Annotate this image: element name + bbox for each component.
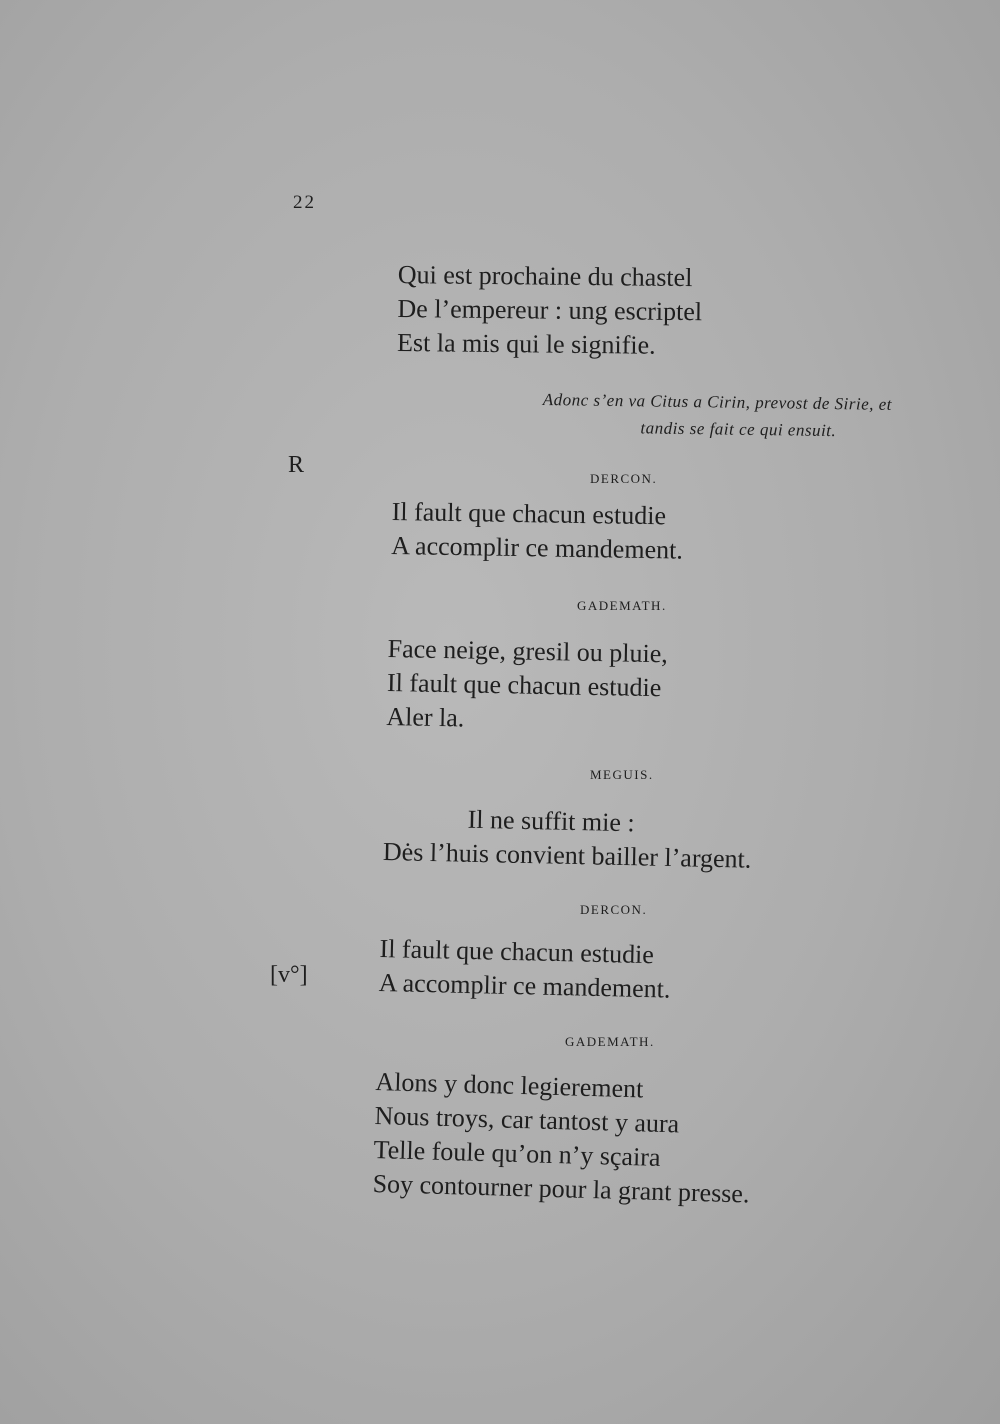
- verse-block: [383, 801, 753, 877]
- verse-line: Face neige, gresil ou pluie,: [387, 633, 669, 669]
- verse-line: Il fault que chacun estudie: [386, 667, 662, 703]
- verse-line: Telle foule qu’on n’y sçaira: [373, 1134, 661, 1172]
- stage-direction-line: tandis se fait ce qui ensuit.: [640, 418, 837, 441]
- margin-note-verso: [v°]: [270, 962, 308, 988]
- verse-line: Il fault que chacun estudie: [391, 496, 667, 531]
- speaker-name: GADEMATH.: [565, 1034, 655, 1049]
- verse-block: [397, 258, 703, 363]
- stage-direction: [542, 386, 892, 445]
- verse-line: Alons y donc legierement: [375, 1066, 644, 1104]
- stage-direction-line: Adonc s’en va Citus a Cirin, prevost de Sirie, et: [542, 389, 893, 414]
- verse-line: A accomplir ce mandement.: [390, 530, 684, 565]
- speaker-name: GADEMATH.: [577, 598, 667, 613]
- verse-line: Soy contourner pour la grant presse.: [372, 1168, 750, 1209]
- verse-line: Aler la.: [386, 701, 465, 733]
- verse-line: Qui est prochaine du chastel: [397, 259, 693, 293]
- verse-block: [372, 1065, 753, 1211]
- verse-line: Dės l’huis convient bailler l’argent.: [382, 836, 752, 874]
- verse-block: [386, 632, 668, 739]
- verse-line: De l’empereur : ung escriptel: [397, 293, 703, 327]
- verse-line: Est la mis qui le signifie.: [396, 327, 656, 360]
- page-number: 22: [293, 192, 316, 213]
- speaker-name: MEGUIS.: [590, 767, 654, 782]
- verse-block: [378, 932, 671, 1007]
- margin-note-r: R: [288, 452, 305, 478]
- speaker-name: DERCON.: [580, 902, 648, 917]
- verse-block: [391, 495, 684, 568]
- verse-line: Il ne suffit mie :: [467, 804, 635, 838]
- verse-line: Il fault que chacun estudie: [379, 933, 655, 970]
- speaker-name: DERCON.: [590, 471, 658, 486]
- verse-line: Nous troys, car tantost y aura: [374, 1100, 680, 1139]
- verse-line: A accomplir ce mandement.: [378, 967, 671, 1004]
